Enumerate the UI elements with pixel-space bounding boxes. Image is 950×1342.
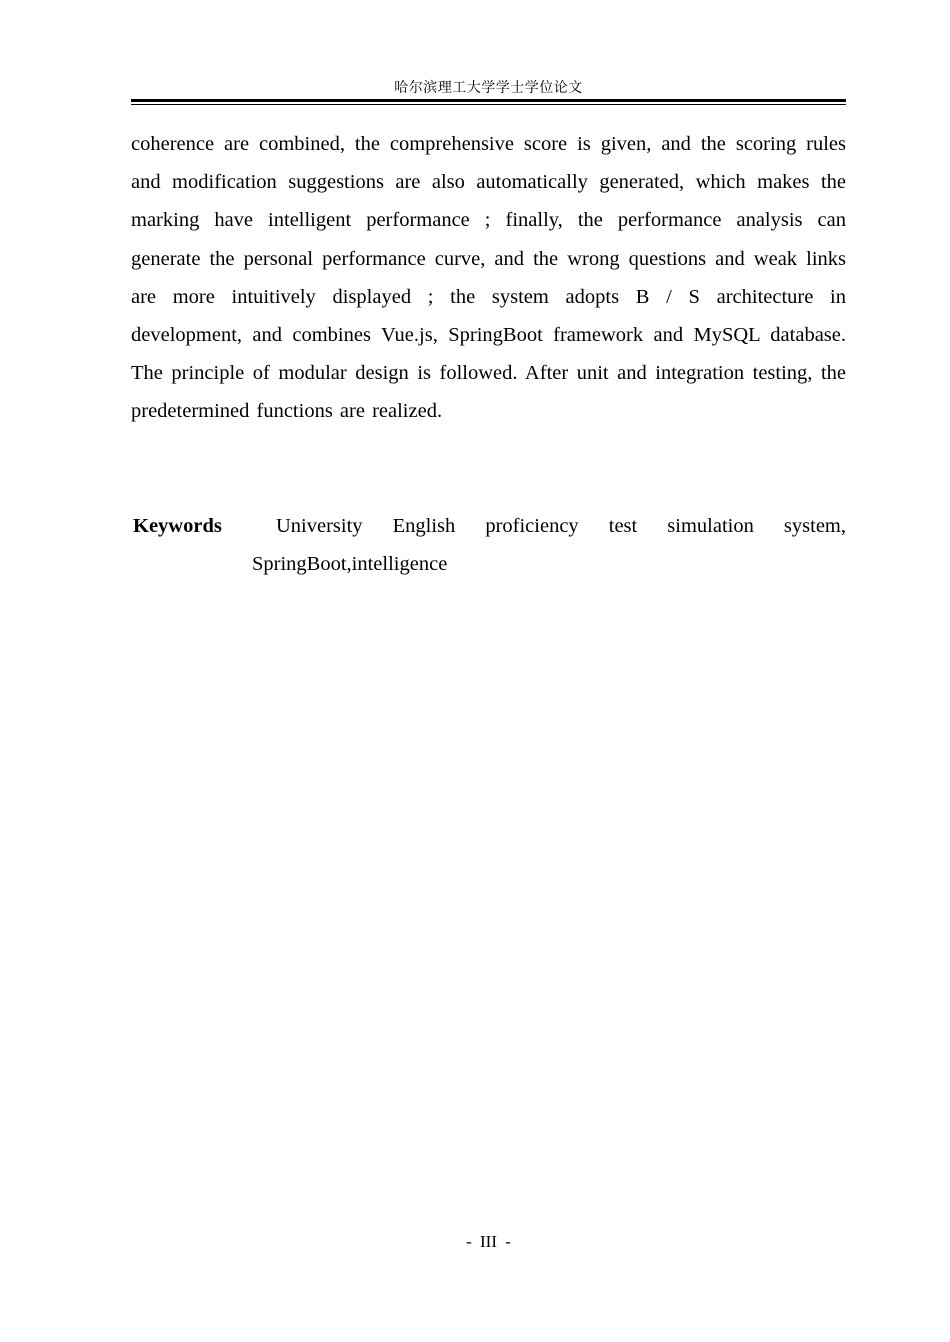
keywords-section <box>131 507 846 583</box>
header-rule-thick <box>131 99 846 102</box>
page-number: - III - <box>466 1232 511 1251</box>
header-rule-thin <box>131 104 846 105</box>
keywords-text: University English proficiency test simulation system, SpringBoot,intelligence <box>252 515 846 576</box>
page-header-title: 哈尔滨理工大学学士学位论文 <box>394 80 583 96</box>
abstract-body-paragraph: coherence are combined, the comprehensive score is given, and the scoring rules and modification suggestions are also automatically generated, which makes the marking have intelligent performance ; finally, the performance analysis can generate the personal performance curve, and the wrong questions and weak links are more intuitively displayed ; the system adopts B / S architecture in development, and combines Vue.js, SpringBoot framework and MySQL database. The principle of modular design is followed. After unit and integration testing, the predetermined functions are realized. <box>131 133 846 423</box>
keywords-label: Keywords <box>133 515 222 537</box>
